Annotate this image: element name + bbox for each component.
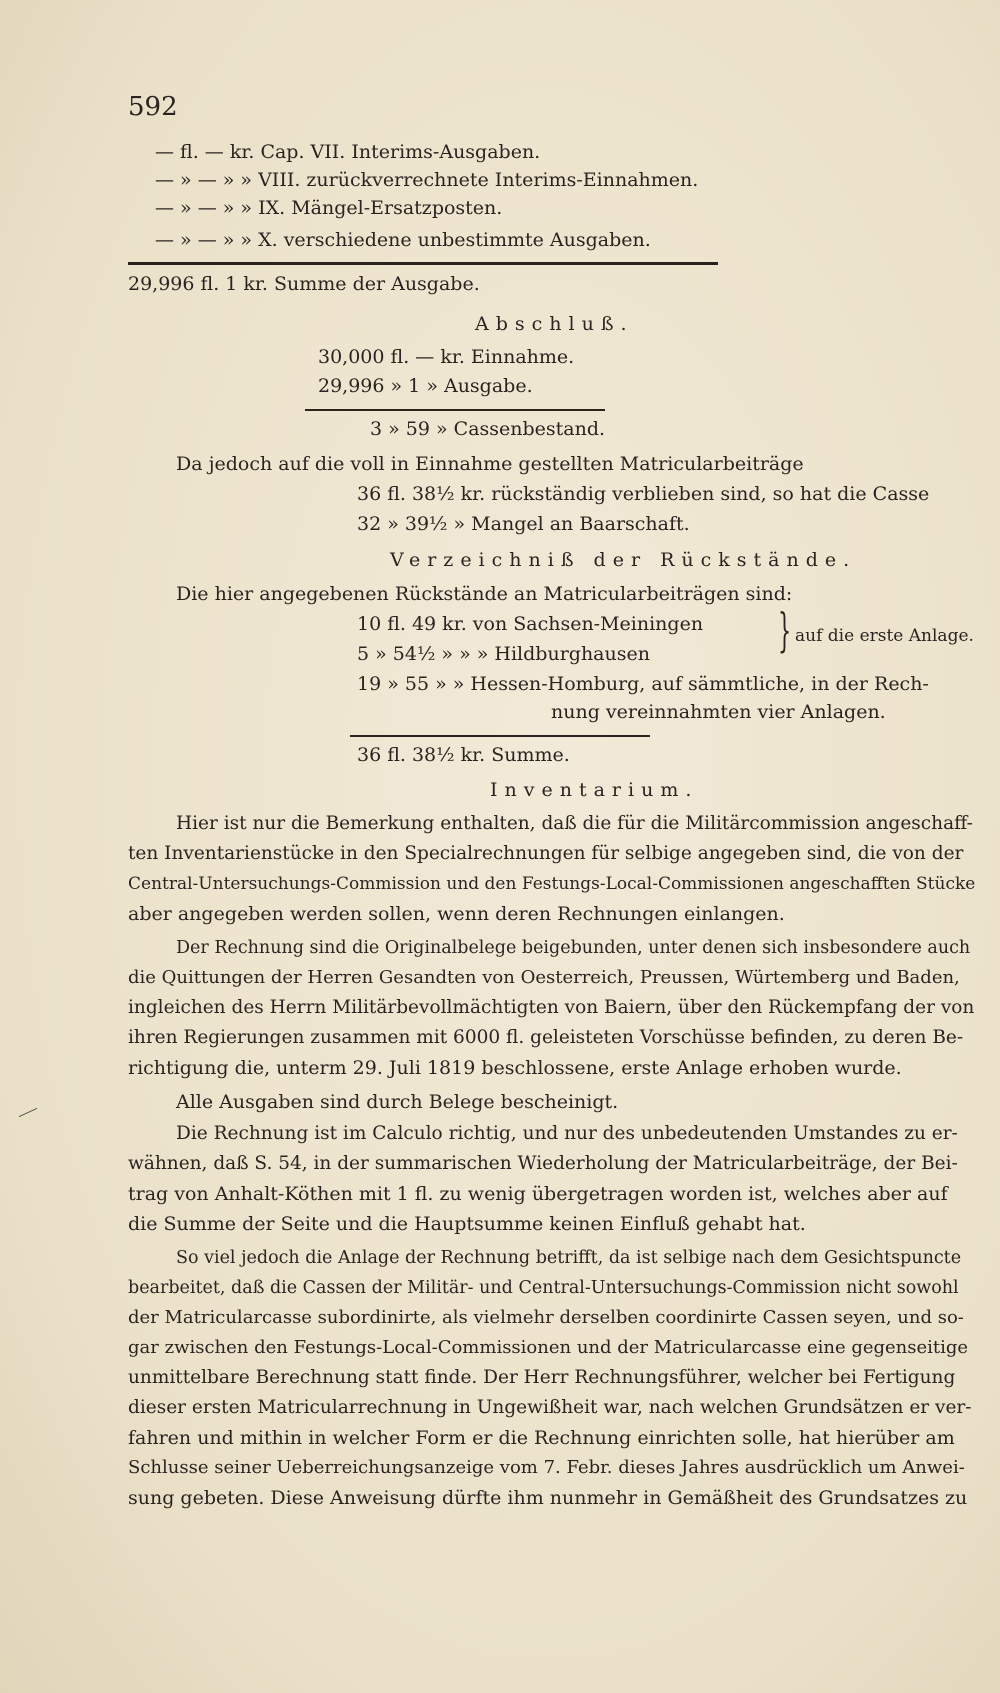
brace-symbol: }	[778, 603, 792, 657]
rueckstaende-row: 10 fl. 49 kr. von Sachsen-Meiningen	[357, 613, 704, 635]
page-number: 592	[128, 92, 178, 122]
matricular-line: 32 » 39½ » Mangel an Baarschaft.	[357, 513, 690, 535]
body-line: Der Rechnung sind die Originalbelege beigebunden, unter denen sich insbesondere auch	[176, 938, 971, 958]
body-line: richtigung die, unterm 29. Juli 1819 beschlossene, erste Anlage erhoben wurde.	[128, 1057, 902, 1079]
body-line: gar zwischen den Festungs-Local-Commissionen und der Matricularcasse eine gegenseitige	[128, 1337, 969, 1358]
body-line: die Quittungen der Herren Gesandten von Oesterreich, Preussen, Würtemberg und Baden,	[128, 967, 960, 988]
body-line: Schlusse seiner Ueberreichungsanzeige vom 7. Febr. dieses Jahres ausdrücklich um Anwei-	[128, 1457, 965, 1478]
body-line: wähnen, daß S. 54, in der summarischen Wiederholung der Matricularbeiträge, der Bei-	[128, 1153, 958, 1174]
rueckstaende-row: nung vereinnahmten vier Anlagen.	[551, 701, 886, 723]
matricular-line: 36 fl. 38½ kr. rückständig verblieben sind, so hat die Casse	[357, 483, 930, 505]
body-line: Central-Untersuchungs-Commission und den Festungs-Local-Commissionen angeschafften Stücke	[128, 874, 976, 894]
expense-item: — » — » » IX. Mängel-Ersatzposten.	[155, 197, 503, 219]
rueckstaende-sum: 36 fl. 38½ kr. Summe.	[357, 744, 570, 766]
body-line: die Summe der Seite und die Hauptsumme keinen Einfluß gehabt hat.	[128, 1213, 806, 1235]
body-line: ingleichen des Herrn Militärbevollmächtigten von Baiern, über den Rückempfang der von	[128, 997, 975, 1018]
body-line: Die Rechnung ist im Calculo richtig, und nur des unbedeutenden Umstandes zu er-	[176, 1123, 958, 1144]
rueckstaende-rule	[350, 735, 650, 737]
body-line: trag von Anhalt-Köthen mit 1 fl. zu wenig übergetragen worden ist, welches aber auf	[128, 1183, 948, 1205]
abschluss-rule	[305, 409, 605, 411]
abschluss-heading: Abschluß.	[475, 313, 634, 335]
rueckstaende-heading: Verzeichniß der Rückstände.	[390, 549, 857, 571]
body-line: unmittelbare Berechnung statt finde. Der Herr Rechnungsführer, welcher bei Fertigung	[128, 1367, 956, 1388]
expense-item: — » — » » X. verschiedene unbestimmte Ausgaben.	[155, 229, 651, 251]
abschluss-balance: 3 » 59 » Cassenbestand.	[370, 418, 606, 440]
abschluss-income: 30,000 fl. — kr. Einnahme.	[318, 346, 575, 368]
body-line: Alle Ausgaben sind durch Belege bescheinigt.	[176, 1091, 619, 1113]
sum-expense: 29,996 fl. 1 kr. Summe der Ausgabe.	[128, 273, 480, 295]
body-line: dieser ersten Matricularrechnung in Ungewißheit war, nach welchen Grundsätzen er ver-	[128, 1397, 972, 1418]
body-line: ihren Regierungen zusammen mit 6000 fl. geleisteten Vorschüsse befinden, zu deren Be-	[128, 1027, 964, 1048]
body-line: der Matricularcasse subordinirte, als vielmehr derselben coordinirte Cassen seyen, und so-	[128, 1307, 964, 1328]
abschluss-expense: 29,996 » 1 » Ausgabe.	[318, 375, 533, 397]
brace-annotation: auf die erste Anlage.	[795, 626, 974, 646]
inventarium-heading: Inventarium.	[490, 779, 699, 801]
margin-mark	[19, 1108, 38, 1117]
rueckstaende-row: 5 » 54½ » » » Hildburghausen	[357, 643, 650, 665]
body-line: fahren und mithin in welcher Form er die Rechnung einrichten solle, hat hierüber am	[128, 1427, 955, 1449]
body-line: bearbeitet, daß die Cassen der Militär- und Central-Untersuchungs-Commission nicht sowohl	[128, 1278, 959, 1298]
body-line: So viel jedoch die Anlage der Rechnung betrifft, da ist selbige nach dem Gesichtspuncte	[176, 1248, 962, 1268]
expense-item: — fl. — kr. Cap. VII. Interims-Ausgaben.	[155, 141, 541, 163]
expense-item: — » — » » VIII. zurückverrechnete Interims-Einnahmen.	[155, 169, 699, 191]
rueckstaende-row: 19 » 55 » » Hessen-Homburg, auf sämmtliche, in der Rech-	[357, 673, 929, 695]
body-line: sung gebeten. Diese Anweisung dürfte ihm nunmehr in Gemäßheit des Grundsatzes zu	[128, 1487, 968, 1509]
sum-rule	[128, 262, 718, 265]
rueckstaende-intro: Die hier angegebenen Rückstände an Matricularbeiträgen sind:	[176, 583, 793, 605]
body-line: aber angegeben werden sollen, wenn deren Rechnungen einlangen.	[128, 903, 785, 925]
matricular-line: Da jedoch auf die voll in Einnahme gestellten Matricularbeiträge	[176, 453, 804, 475]
body-line: Hier ist nur die Bemerkung enthalten, daß die für die Militärcommission angeschaff-	[176, 813, 973, 834]
body-line: ten Inventarienstücke in den Specialrechnungen für selbige angegeben sind, die von der	[128, 843, 964, 864]
